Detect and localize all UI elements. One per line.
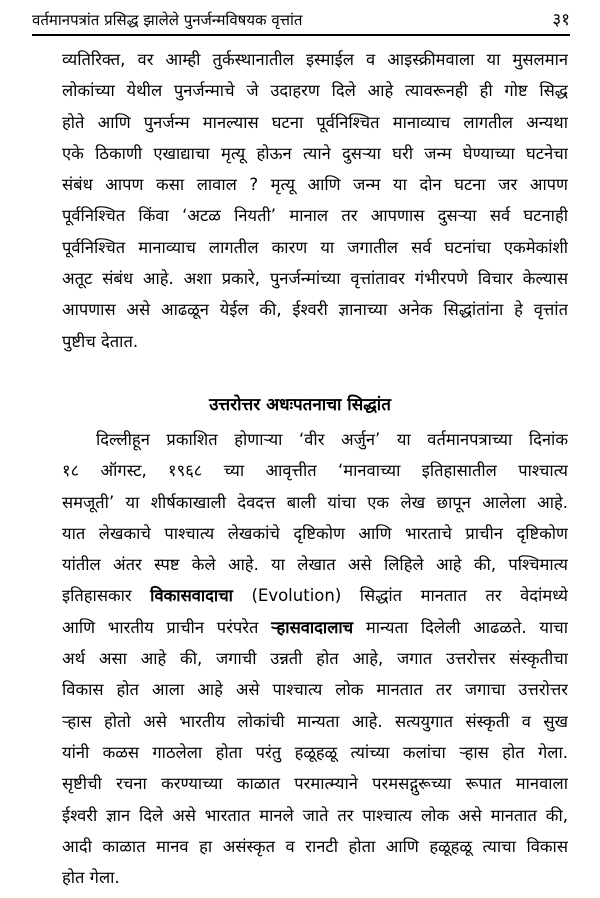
text-line: यात लेखकाचे पाश्चात्य लेखकांचे दृष्टिकोण आणि भारताचे प्राचीन दृष्टिकोण bbox=[62, 523, 568, 543]
paragraph-2 bbox=[62, 424, 568, 893]
text-segment: आणि भारतीय प्राचीन परंपरेत bbox=[62, 617, 272, 637]
text-line: लोकांच्या येथील पुनर्जन्माचे जे उदाहरण दिले आहे त्यावरूनही ही गोष्ट सिद्ध bbox=[62, 81, 568, 101]
text-segment: मान्यता दिलेली आढळते. याचा bbox=[353, 617, 568, 637]
paragraph-1 bbox=[62, 44, 568, 357]
text-line: पूर्वनिश्चित किंवा ‘अटळ नियती’ मानाल तर आपणास दुसऱ्या सर्व घटनाही bbox=[62, 206, 568, 226]
text-segment: (Evolution) सिद्धांत मानतात तर वेदांमध्ये bbox=[232, 586, 568, 606]
text-line: एके ठिकाणी एखाद्याचा मृत्यू होऊन त्याने दुसऱ्या घरी जन्म घेण्याच्या घटनेचा bbox=[62, 143, 568, 163]
section-heading: उत्तरोत्तर अधःपतनाचा सिद्धांत bbox=[209, 395, 391, 415]
text-line: पुष्टीच देतात. bbox=[62, 331, 139, 351]
page-number: ३१ bbox=[552, 10, 570, 30]
text-line: आपणास असे आढळून येईल की, ईश्वरी ज्ञानाच्या अनेक सिद्धांतांना हे वृत्तांत bbox=[62, 300, 568, 320]
text-line-with-bold bbox=[62, 580, 568, 611]
text-line: यांतील अंतर स्पष्ट केले आहे. या लेखात असे लिहिले आहे की, पश्चिमात्य bbox=[62, 555, 568, 575]
text-line: यांनी कळस गाठलेला होता परंतु हळूहळू त्यांच्या कलांचा ऱ्हास होत गेला. bbox=[62, 742, 568, 762]
text-line: संबंध आपण कसा लावाल ? मृत्यू आणि जन्म या दोन घटना जर आपण bbox=[62, 175, 568, 195]
text-line: व्यतिरिक्त, वर आम्ही तुर्कस्थानातील इस्माईल व आइस्क्रीमवाला या मुसलमान bbox=[62, 50, 568, 69]
text-line: ईश्वरी ज्ञान दिले असे भारतात मानले जाते तर पाश्चात्य लोक असे मानतात की, bbox=[62, 805, 568, 825]
text-line: दिल्लीहून प्रकाशित होणाऱ्या ‘वीर अर्जुन’ या वर्तमानपत्राच्या दिनांक bbox=[96, 430, 568, 449]
bold-term: विकासवादाचा bbox=[150, 586, 233, 606]
text-line: अतूट संबंध आहे. अशा प्रकारे, पुनर्जन्मांच्या वृत्तांतावर गंभीरपणे विचार केल्यास bbox=[62, 269, 568, 289]
text-line: आदी काळात मानव हा असंस्कृत व रानटी होता आणि हळूहळू त्याचा विकास bbox=[62, 836, 568, 856]
text-line-with-bold bbox=[62, 612, 568, 643]
text-line: अर्थ असा आहे की, जगाची उन्नती होत आहे, जगात उत्तरोत्तर संस्कृतीचा bbox=[62, 649, 568, 669]
text-line: पूर्वनिश्चित मानाव्याच लागतील कारण या जगातील सर्व घटनांचा एकमेकांशी bbox=[62, 237, 568, 257]
bold-term: ऱ्हासवादालाच bbox=[271, 617, 354, 637]
text-line: १८ ऑगस्ट, १९६८ च्या आवृत्तीत ‘मानवाच्या इतिहासातील पाश्चात्य bbox=[62, 461, 568, 481]
text-line: विकास होत आला आहे असे पाश्चात्य लोक मानतात तर जगाचा उत्तरोत्तर bbox=[62, 680, 568, 700]
text-segment: इतिहासकार bbox=[62, 586, 151, 606]
running-title: वर्तमानपत्रांत प्रसिद्ध झालेले पुनर्जन्मविषयक वृत्तांत bbox=[32, 11, 303, 29]
text-line: समजूती’ या शीर्षकाखाली देवदत्त बाली यांचा एक लेख छापून आलेला आहे. bbox=[62, 492, 568, 512]
text-line: होते आणि पुनर्जन्म मानल्यास घटना पूर्वनिश्चित मानाव्याच लागतील अन्यथा bbox=[62, 112, 568, 132]
text-line: सृष्टीची रचना करण्याच्या काळात परमात्म्याने परमसद्गुरूच्या रूपात मानवाला bbox=[62, 774, 568, 794]
page-header bbox=[32, 8, 570, 36]
text-line: ऱ्हास होतो असे भारतीय लोकांची मान्यता आहे. सत्ययुगात संस्कृती व सुख bbox=[62, 711, 568, 731]
text-line: होत गेला. bbox=[62, 868, 120, 888]
